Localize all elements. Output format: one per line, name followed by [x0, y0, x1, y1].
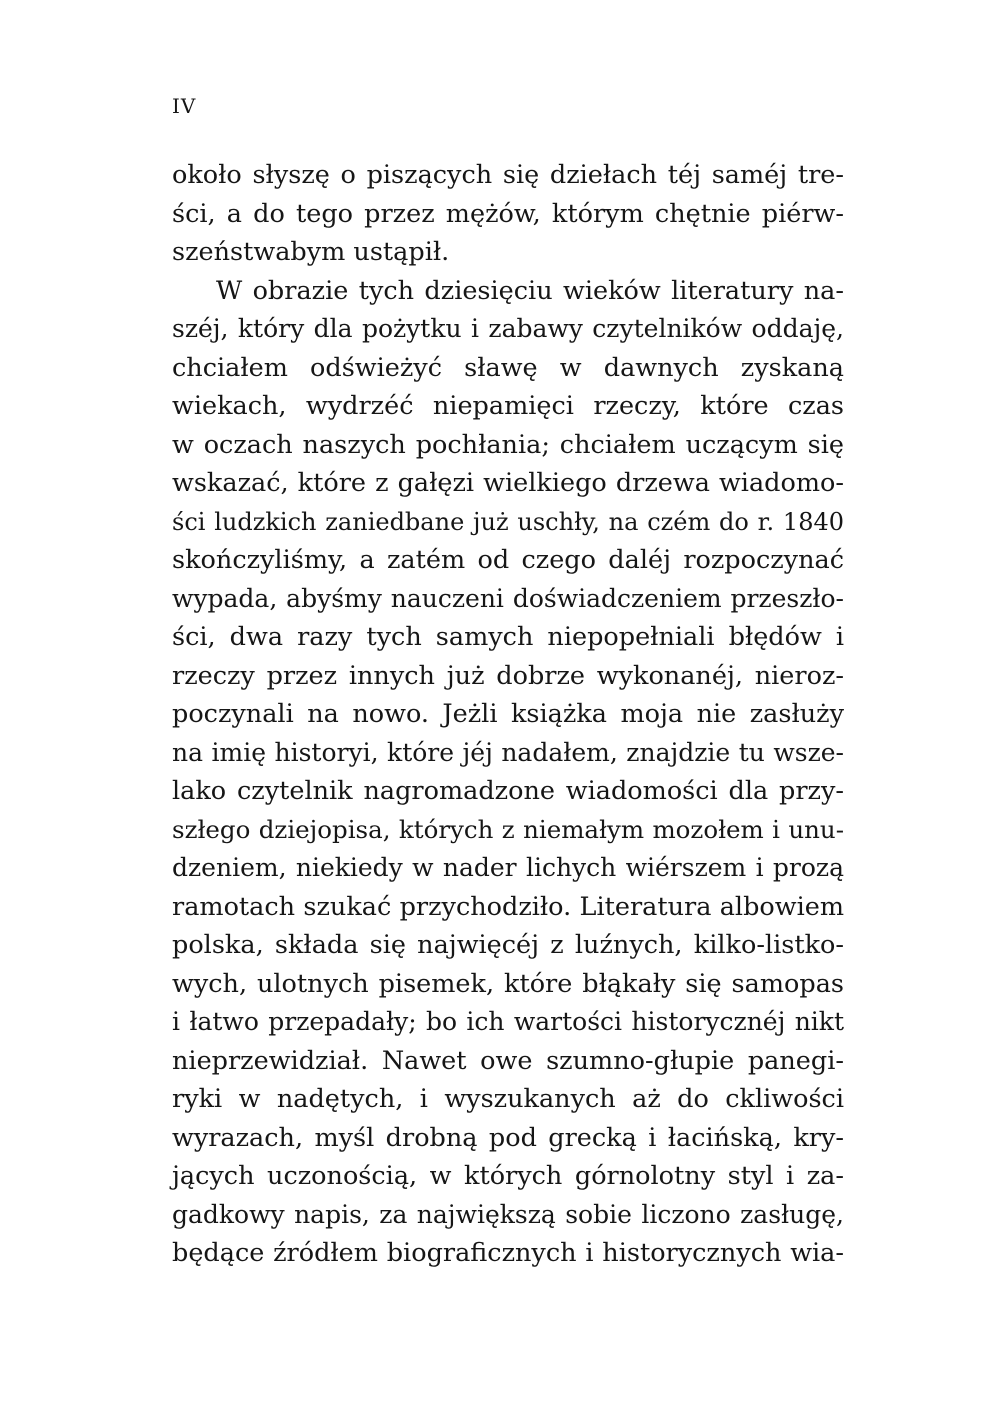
text-line: lako czytelnik nagromadzone wiadomości dla przy- [172, 776, 844, 806]
text-line: szeństwabym ustąpił. [172, 237, 450, 267]
text-line: ści, a do tego przez mężów, którym chętnie piérw- [172, 198, 844, 229]
text-line: dzeniem, niekiedy w nader lichych wiérszem i prozą [172, 853, 844, 882]
text-line: széj, który dla pożytku i zabawy czytelników oddaję, [172, 314, 844, 343]
text-line: poczynali na nowo. Jeżli książka moja nie zasłuży [172, 699, 844, 729]
text-line: chciałem odświeżyć sławę w dawnych zyskaną [172, 352, 844, 383]
text-line: nieprzewidział. Nawet owe szumno-głupie panegi- [172, 1045, 844, 1076]
text-line: wiekach, wydrzéć niepamięci rzeczy, które czas [172, 391, 844, 421]
text-line: około słyszę o piszących się dziełach téj saméj tre- [172, 160, 844, 190]
text-line: w oczach naszych pochłania; chciałem uczącym się [172, 429, 844, 460]
page-number: IV [172, 94, 197, 118]
text-line: ści ludzkich zaniedbane już uschły, na czém do r. 1840 [172, 507, 844, 536]
text-line: wypada, abyśmy nauczeni doświadczeniem przeszło- [172, 583, 844, 613]
body-text [172, 156, 844, 1273]
text-line: i łatwo przepadały; bo ich wartości historycznéj nikt [172, 1007, 844, 1036]
text-line: na imię historyi, które jéj nadałem, znajdzie tu wsze- [172, 737, 844, 767]
text-line: ramotach szukać przychodziło. Literatura albowiem [172, 891, 844, 922]
text-line: ści, dwa razy tych samych niepopełniali błędów i [172, 622, 844, 652]
text-line: szłego dziejopisa, których z niemałym mozołem i unu- [172, 814, 844, 844]
text-line: będące źródłem biograficznych i historycznych wia- [172, 1238, 844, 1268]
text-line: ryki w nadętych, i wyszukanych aż do ckliwości [172, 1084, 844, 1114]
text-line: polska, składa się najwięcéj z luźnych, kilko-listko- [172, 930, 844, 960]
text-line: W obrazie tych dziesięciu wieków literatury na- [216, 275, 844, 306]
text-line: jących uczonością, w których górnolotny styl i za- [172, 1161, 844, 1191]
text-line: wych, ulotnych pisemek, które błąkały się samopas [172, 968, 844, 999]
text-line: wyrazach, myśl drobną pod grecką i łacińską, kry- [172, 1122, 844, 1153]
text-line: rzeczy przez innych już dobrze wykonanéj, nieroz- [172, 660, 844, 691]
text-line: gadkowy napis, za największą sobie liczono zasługę, [172, 1199, 844, 1229]
text-line: wskazać, które z gałęzi wielkiego drzewa wiadomo- [172, 468, 844, 498]
text-line: skończyliśmy, a zatém od czego daléj rozpoczynać [172, 545, 844, 575]
